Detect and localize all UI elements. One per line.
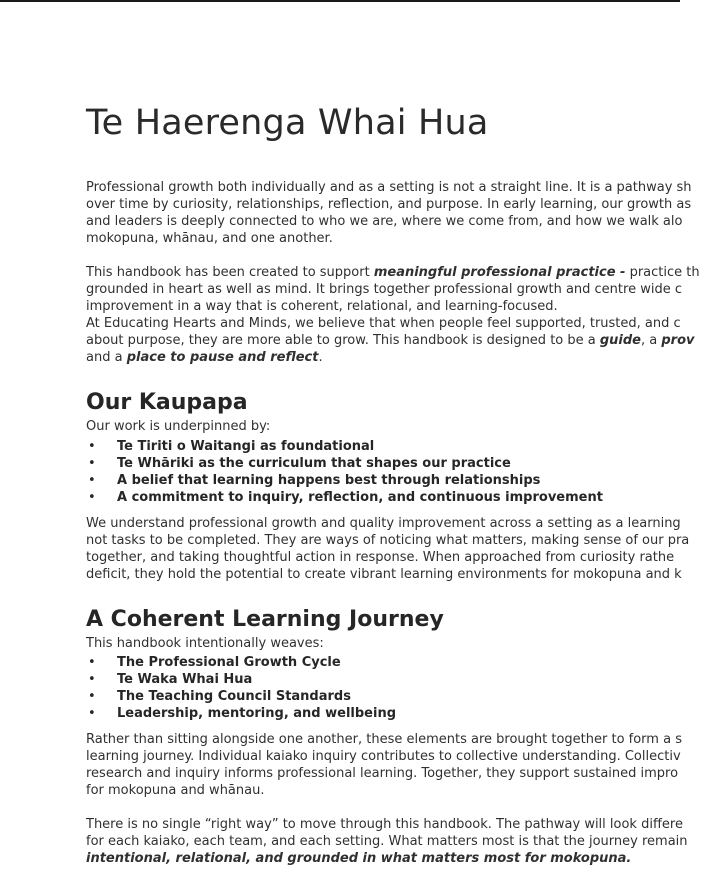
text-run: practice th <box>625 265 700 280</box>
emphasis-text: intentional, relational, and grounded in what matters most for mokopuna. <box>86 851 632 866</box>
text-run: This handbook has been created to support <box>86 265 374 280</box>
intro-p1-line: over time by curiosity, relationships, reflection, and purpose. In early learning, our growth as <box>86 197 692 212</box>
bullet-marker: • <box>88 439 96 454</box>
list-item <box>86 489 603 506</box>
list-item <box>86 705 396 722</box>
bullet-marker: • <box>88 672 96 687</box>
kaupapa-para-line: not tasks to be completed. They are ways of noticing what matters, making sense of our pra <box>86 533 690 548</box>
list-item-text: Leadership, mentoring, and wellbeing <box>117 706 397 721</box>
list-item <box>86 455 511 472</box>
list-item <box>86 472 540 489</box>
page-top-border <box>0 0 680 2</box>
intro-p2-line <box>86 332 695 349</box>
page-title: Te Haerenga Whai Hua <box>86 103 489 143</box>
kaupapa-lead: Our work is underpinned by: <box>86 419 271 434</box>
emphasis-text: guide <box>599 333 641 348</box>
emphasis-text: place to pause and reflect <box>126 350 319 365</box>
kaupapa-para-line: together, and taking thoughtful action in response. When approached from curiosity rathe <box>86 550 675 565</box>
bullet-marker: • <box>88 689 96 704</box>
list-item <box>86 654 341 671</box>
list-item <box>86 671 252 688</box>
text-run: , a <box>641 333 662 348</box>
list-item <box>86 438 374 455</box>
bullet-marker: • <box>88 706 96 721</box>
journey-para-line: Rather than sitting alongside one another, these elements are brought together to form a s <box>86 732 682 747</box>
list-item-text: The Professional Growth Cycle <box>117 655 341 670</box>
intro-p1-line: mokopuna, whānau, and one another. <box>86 231 333 246</box>
list-item-text: Te Tiriti o Waitangi as foundational <box>117 439 375 454</box>
list-item-text: A commitment to inquiry, reflection, and continuous improvement <box>117 490 603 505</box>
section-heading-journey: A Coherent Learning Journey <box>86 607 444 632</box>
list-item-text: Te Waka Whai Hua <box>117 672 253 687</box>
kaupapa-para-line: We understand professional growth and quality improvement across a setting as a learning <box>86 516 681 531</box>
journey-lead: This handbook intentionally weaves: <box>86 636 324 651</box>
intro-p1-line: and leaders is deeply connected to who we are, where we come from, and how we walk alo <box>86 214 683 229</box>
emphasis-text: prov <box>661 333 695 348</box>
kaupapa-para-line: deficit, they hold the potential to create vibrant learning environments for mokopuna and k <box>86 567 682 582</box>
intro-p2-line: At Educating Hearts and Minds, we believe that when people feel supported, trusted, and c <box>86 316 681 331</box>
text-run: about purpose, they are more able to grow. This handbook is designed to be a <box>86 333 600 348</box>
journey-para-line: for each kaiako, each team, and each setting. What matters most is that the journey remain <box>86 834 688 849</box>
intro-p2-line <box>86 349 323 366</box>
journey-para-line: research and inquiry informs professional learning. Together, they support sustained impro <box>86 766 679 781</box>
intro-p2-line: grounded in heart as well as mind. It brings together professional growth and centre wide c <box>86 282 682 297</box>
journey-para-line: for mokopuna and whānau. <box>86 783 265 798</box>
list-item-text: The Teaching Council Standards <box>117 689 351 704</box>
bullet-marker: • <box>88 655 96 670</box>
intro-p2-line: improvement in a way that is coherent, relational, and learning-focused. <box>86 299 558 314</box>
journey-para-line: learning journey. Individual kaiako inquiry contributes to collective understanding. Collectiv <box>86 749 681 764</box>
list-item <box>86 688 351 705</box>
bullet-marker: • <box>88 490 96 505</box>
bullet-marker: • <box>88 473 96 488</box>
list-item-text: Te Whāriki as the curriculum that shapes our practice <box>117 456 511 471</box>
intro-p2-line <box>86 264 700 281</box>
text-run: and a <box>86 350 127 365</box>
journey-para-line: There is no single “right way” to move through this handbook. The pathway will look differe <box>86 817 683 832</box>
list-item-text: A belief that learning happens best through relationships <box>117 473 541 488</box>
text-run: . <box>318 350 323 365</box>
intro-p1-line: Professional growth both individually and as a setting is not a straight line. It is a pathway sh <box>86 180 692 195</box>
emphasis-text: meaningful professional practice - <box>373 265 626 280</box>
journey-para-line <box>86 850 631 867</box>
section-heading-kaupapa: Our Kaupapa <box>86 390 248 415</box>
bullet-marker: • <box>88 456 96 471</box>
